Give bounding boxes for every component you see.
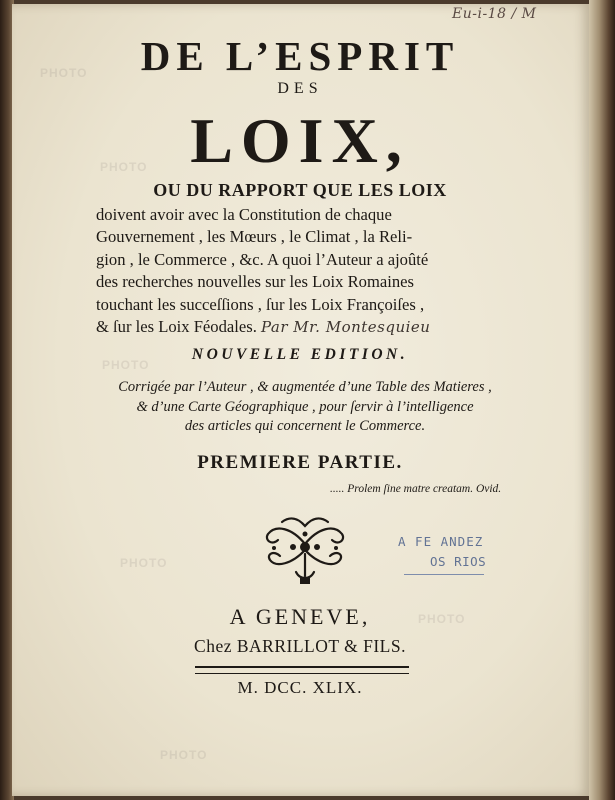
- imprint-date: M. DCC. XLIX.: [237, 678, 363, 697]
- stamp-underline: [404, 574, 484, 575]
- epigraph: ..... Prolem ſine matre creatam. Ovid.: [330, 483, 502, 495]
- handwritten-shelfmark: Eu-i-18 / M: [452, 6, 537, 22]
- imprint-place: A GENEVE,: [229, 604, 371, 629]
- corrections-line: Corrigée par l’Auteur , & augmentée d’une Table des Matieres ,: [118, 379, 492, 395]
- watermark: PHOTO: [100, 160, 148, 174]
- description-last-line: [96, 316, 524, 338]
- library-stamp: [394, 528, 502, 578]
- description-line: doivent avoir avec la Constitution de chaque: [96, 205, 392, 224]
- description-line: Gouvernement , les Mœurs , le Climat , la Reli-: [96, 227, 413, 247]
- description-paragraph: [96, 204, 524, 338]
- watermark: PHOTO: [120, 556, 168, 570]
- printers-ornament-icon: [262, 514, 348, 586]
- title-line-de-lesprit: DE L’ESPRIT: [140, 33, 460, 79]
- title-line-loix: LOIX,: [190, 105, 410, 176]
- corrections-paragraph: [70, 378, 540, 437]
- watermark: PHOTO: [160, 748, 208, 762]
- description-line: des recherches nouvelles sur les Loix Romaines: [96, 272, 414, 292]
- corrections-line: & d’une Carte Géographique , pour ſervir à l’intelligence: [136, 398, 474, 415]
- edition-line: NOUVELLE EDITION.: [191, 346, 409, 363]
- part-heading: PREMIERE PARTIE.: [197, 452, 403, 473]
- imprint-publisher: Chez BARRILLOT & FILS.: [194, 636, 406, 656]
- watermark: PHOTO: [40, 66, 88, 80]
- description-line: gion , le Commerce , &c. A quoi l’Auteur a ajoûté: [96, 249, 429, 269]
- title-line-des: DES: [277, 80, 323, 97]
- description-line: touchant les succeſſions , ſur les Loix Françoiſes ,: [96, 294, 425, 314]
- subtitle-line: OU DU RAPPORT QUE LES LOIX: [153, 180, 447, 200]
- corrections-line: des articles qui concernent le Commerce.: [184, 418, 426, 434]
- watermark: PHOTO: [418, 612, 466, 626]
- handwritten-author-note: Par Mr. Montesquieu: [261, 318, 431, 337]
- watermark: PHOTO: [102, 358, 150, 372]
- stamp-line: OS RIOS: [430, 554, 487, 569]
- description-line: & ſur les Loix Féodales.: [96, 317, 257, 337]
- stamp-line: A FE ANDEZ: [398, 534, 484, 549]
- double-rule-divider: [195, 666, 409, 674]
